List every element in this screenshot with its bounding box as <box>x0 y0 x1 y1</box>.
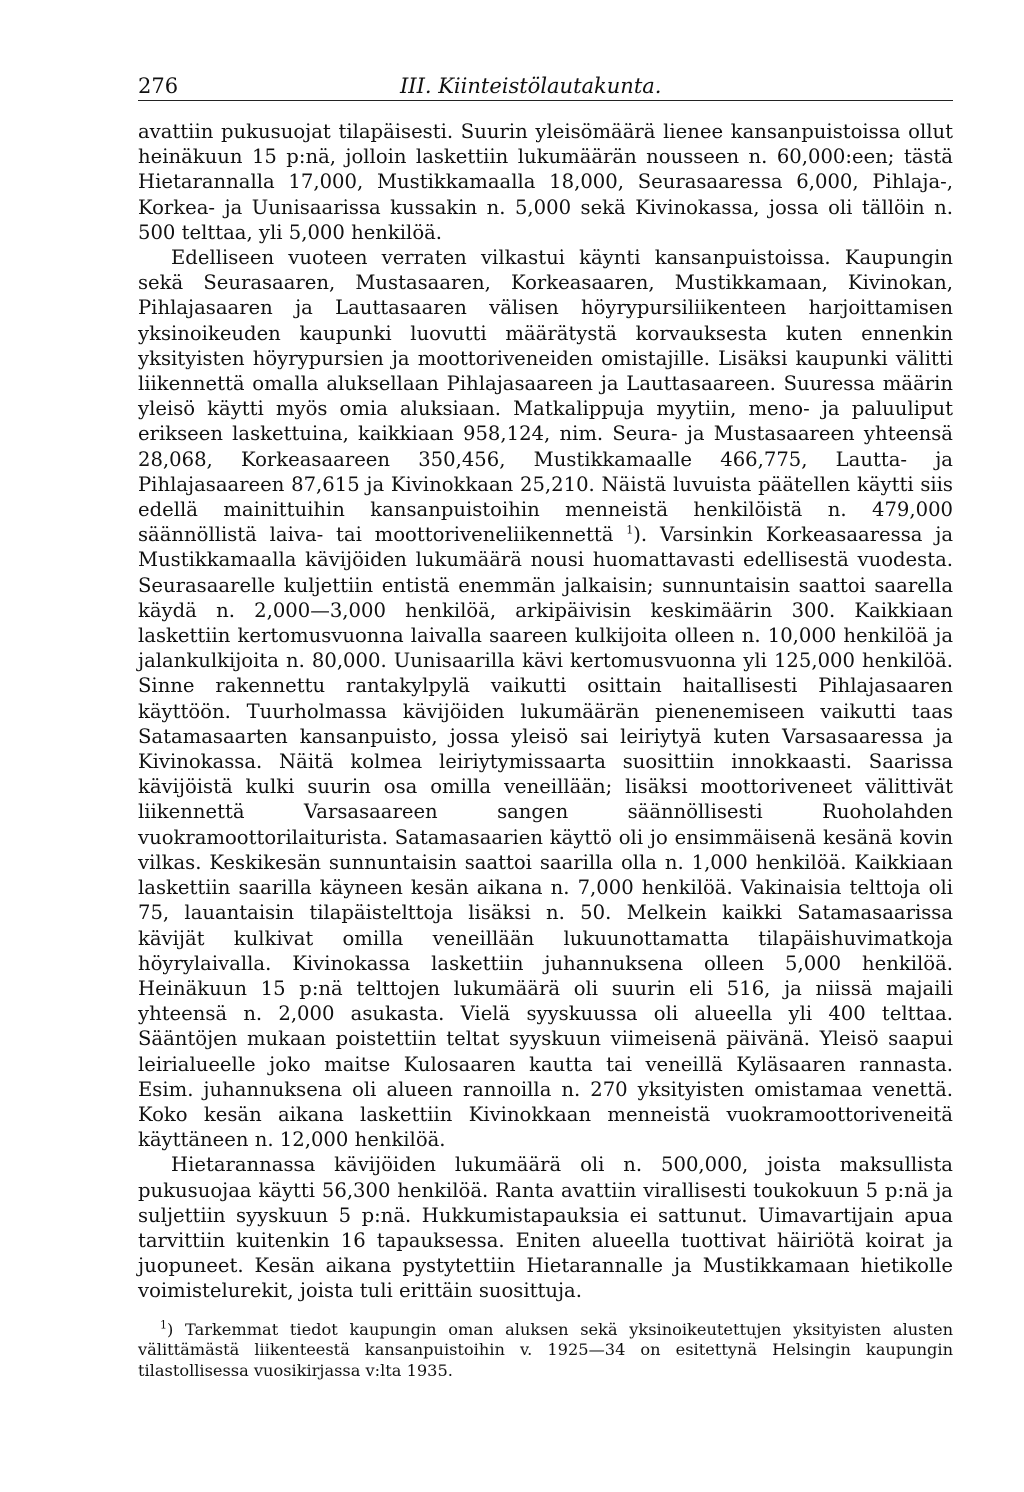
paragraph: Hietarannassa kävijöiden lukumäärä oli n. 500,000, joista maksullista pukusuojaa käytti 56,300 henkilöä. Ranta avattiin virallisesti toukokuun 5 p:nä ja suljettiin syyskuun 5 p:nä. Hukkumistapauksia ei sattunut. Uimavartijain apua tarvittiin kuitenkin 16 tapauksessa. Eniten alueella tuottivat häiriötä koirat ja juopuneet. Kesän aikana pystytettiin Hietarannalle ja Mustikkamaan hietikolle voimistelurekit, joista tuli erittäin suosittuja. <box>138 1153 953 1303</box>
footnote-text: ) Tarkemmat tiedot kaupungin oman aluksen sekä yksinoikeutettujen yksityisten alusten välittämästä liikenteestä kansanpuistoihin v. 1925—34 on esitettynä Helsingin kaupungin tilastollisessa vuosikirjassa v:lta 1935. <box>138 1319 953 1380</box>
footnote-marker: 1 <box>626 523 634 537</box>
page-header <box>138 70 953 101</box>
paragraph-text: Edelliseen vuoteen verraten vilkastui käynti kansanpuistoissa. Kaupungin sekä Seurasaaren, Mustasaaren, Korkeasaaren, Mustikkamaan, Kivinokan, Pihlajasaaren ja Lauttasaaren välisen höyrypursiliikenteen harjoittamisen yksinoikeuden kaupunki luovutti määrätystä korvauksesta kuten ennenkin yksityisten höyrypursien ja moottoriveneiden omistajille. Lisäksi kaupunki välitti liikennettä omalla aluksellaan Pihlajasaareen ja Lauttasaareen. Suuressa määrin yleisö käytti myös omia aluksiaan. Matkalippuja myytiin, meno- ja paluuliput erikseen laskettuina, kaikkiaan 958,124, nim. Seura- ja Mustasaareen yhteensä 28,068, Korkeasaareen 350,456, Mustikkamaalle 466,775, Lautta- ja Pihlajasaareen 87,615 ja Kivinokkaan 25,210. Näistä luvuista päätellen käytti siis edellä mainittuihin kansanpuistoihin menneistä henkilöistä n. 479,000 säännöllistä laiva- tai moottoriveneliikennettä <box>138 246 953 547</box>
page-number: 276 <box>138 74 179 98</box>
footnote-paragraph <box>138 1320 953 1382</box>
footnote-marker: 1 <box>160 1318 167 1332</box>
body-text <box>138 119 953 1304</box>
document-page <box>138 70 953 1381</box>
paragraph: avattiin pukusuojat tilapäisesti. Suurin yleisömäärä lienee kansanpuistoissa ollut heinäkuun 15 p:nä, jolloin laskettiin lukumäärän nousseen n. 60,000:een; tästä Hietarannalla 17,000, Mustikkamaalla 18,000, Seurasaaressa 6,000, Pihlaja-, Korkea- ja Uunisaarissa kussakin n. 5,000 sekä Kivinokassa, jossa oli tällöin n. 500 telttaa, yli 5,000 henkilöä. <box>138 120 953 244</box>
running-title: III. Kiinteistölautakunta. <box>400 74 662 98</box>
footnote <box>138 1320 953 1382</box>
paragraph <box>138 245 953 1152</box>
paragraph-text-continued: ). Varsinkin Korkeasaaressa ja Mustikkamaalla kävijöiden lukumäärä nousi huomattavasti edellisestä vuodesta. Seurasaarelle kuljettiin entistä enemmän jalkaisin; sunnuntaisin saattoi saarella käydä n. 2,000—3,000 henkilöä, arkipäivisin keskimäärin 300. Kaikkiaan laskettiin kertomusvuonna laivalla saareen kulkijoita olleen n. 10,000 henkilöä ja jalankulkijoita n. 80,000. Uunisaarilla kävi kertomusvuonna yli 125,000 henkilöä. Sinne rakennettu rantakylpylä vaikutti osittain haitallisesti Pihlajasaaren käyttöön. Tuurholmassa kävijöiden lukumäärän pienenemiseen vaikutti taas Satamasaarten kansanpuisto, jossa yleisö sai leiriytyä kuten Varsasaaressa ja Kivinokassa. Näitä kolmea leiriytymissaarta suosittiin innokkaasti. Saarissa kävijöistä kulki suurin osa omilla veneillään; lisäksi moottoriveneet välittivät liikennettä Varsasaareen sangen säännöllisesti Ruoholahden vuokramoottorilaiturista. Satamasaarien käyttö oli jo ensimmäisenä kesänä kovin vilkas. Keskikesän sunnuntaisin saattoi saarilla olla n. 1,000 henkilöä. Kaikkiaan laskettiin saarilla käyneen kesän aikana n. 7,000 henkilöä. Vakinaisia telttoja oli 75, lauantaisin tilapäistelttoja lisäksi n. 50. Melkein kaikki Satamasaarissa kävijät kulkivat omilla veneillään lukuunottamatta tilapäishuvimatkoja höyrylaivalla. Kivinokassa laskettiin juhannuksena olleen 5,000 henkilöä. Heinäkuun 15 p:nä telttojen lukumäärä oli suurin eli 516, ja niissä majaili yhteensä n. 2,000 asukasta. Vielä syyskuussa oli alueella yli 400 telttaa. Sääntöjen mukaan poistettiin teltat syyskuun viimeisenä päivänä. Yleisö saapui leirialueelle joko maitse Kulosaaren kautta tai veneillä Kyläsaaren rannasta. Esim. juhannuksena oli alueen rannoilla n. 270 yksityisten omistamaa venettä. Koko kesän aikana laskettiin Kivinokkaan menneistä vuokramoottoriveneitä käyttäneen n. 12,000 henkilöä. <box>138 523 954 1152</box>
